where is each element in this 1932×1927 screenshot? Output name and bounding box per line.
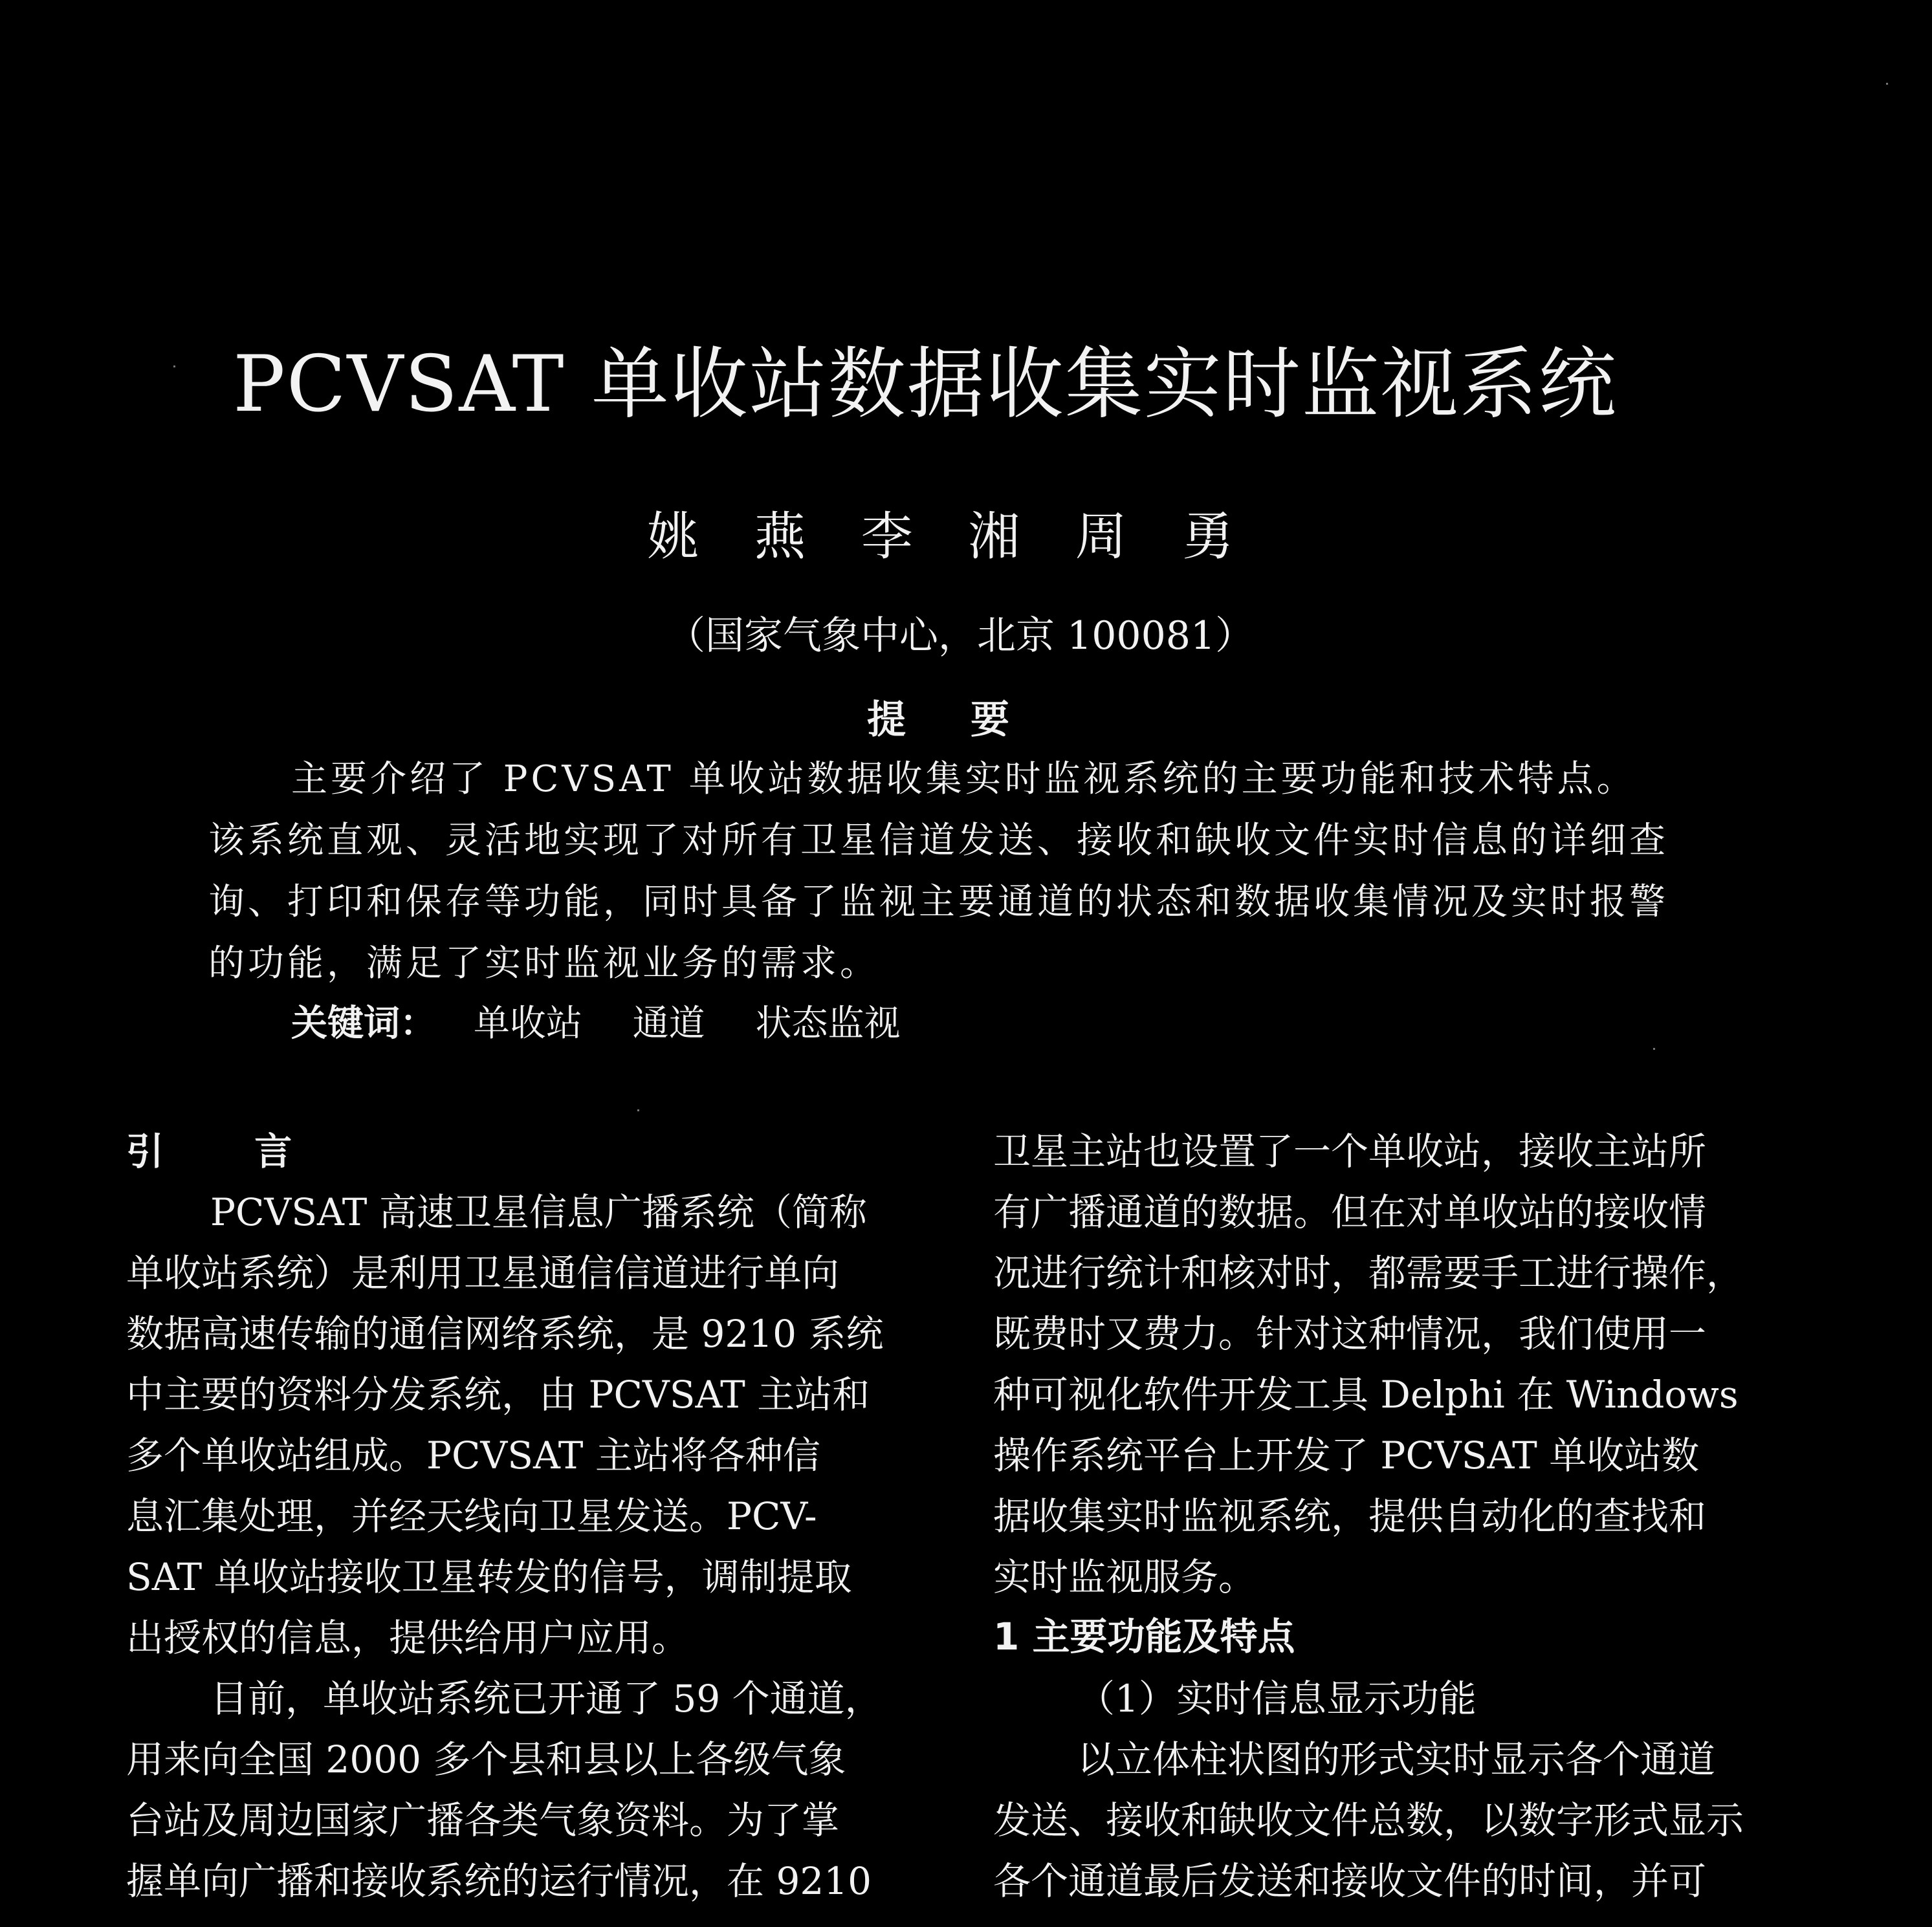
keyword: 状态监视 (755, 1003, 901, 1045)
subsection-heading: （1）实时信息显示功能 (1077, 1677, 1476, 1721)
body-line: 数据高速传输的通信网络系统，是 9210 系统 (126, 1312, 884, 1356)
body-line: 有广播通道的数据。但在对单收站的接收情 (993, 1190, 1707, 1234)
body-line: 单收站系统）是利用卫星通信信道进行单向 (126, 1251, 840, 1295)
body-line: 目前，单收站系统已开通了 59 个通道， (210, 1677, 883, 1721)
keyword: 单收站 (473, 1003, 582, 1045)
section-heading-introduction: 引 言 (126, 1129, 331, 1173)
scan-speck (637, 1109, 639, 1111)
abstract-line: 的功能，满足了实时监视业务的需求。 (208, 942, 879, 985)
paper-title: PCVSAT 单收站数据收集实时监视系统 (233, 340, 1618, 430)
scan-speck (173, 365, 175, 367)
body-line: 台站及周边国家广播各类气象资料。为了掌 (126, 1798, 840, 1842)
scan-speck (1886, 83, 1888, 85)
body-line: 以立体柱状图的形式实时显示各个通道 (1077, 1737, 1716, 1781)
scan-speck (1653, 1048, 1655, 1050)
body-line: 实时监视服务。 (993, 1555, 1257, 1599)
body-line: 既费时又费力。针对这种情况，我们使用一 (993, 1312, 1707, 1356)
body-line: 用来向全国 2000 多个县和县以上各级气象 (126, 1737, 846, 1781)
affiliation: （国家气象中心，北京 100081） (666, 613, 1255, 659)
section-heading-main-functions: 1 主要功能及特点 (993, 1615, 1295, 1659)
keywords-row (291, 995, 939, 1053)
body-line: 据收集实时监视系统，提供自动化的查找和 (993, 1494, 1707, 1538)
body-line: 种可视化软件开发工具 Delphi 在 Windows (993, 1373, 1739, 1417)
abstract-heading: 提要 (867, 697, 1074, 743)
body-line: 各个通道最后发送和接收文件的时间，并可 (993, 1859, 1707, 1903)
body-line: 况进行统计和核对时，都需要手工进行操作， (993, 1251, 1744, 1295)
body-line: 卫星主站也设置了一个单收站，接收主站所 (993, 1129, 1707, 1173)
abstract-line: 主要介绍了 PCVSAT 单收站数据收集实时监视系统的主要功能和技术特点。 (291, 758, 1636, 800)
abstract-line: 该系统直观、灵活地实现了对所有卫星信道发送、接收和缺收文件实时信息的详细查 (208, 820, 1669, 862)
author-list: 姚 燕 李 湘 周 勇 (647, 506, 1235, 567)
body-line: PCVSAT 高速卫星信息广播系统（简称 (210, 1190, 867, 1234)
body-line: 操作系统平台上开发了 PCVSAT 单收站数 (993, 1433, 1700, 1477)
keyword: 通道 (632, 1003, 705, 1045)
keywords-label: 关键词： (291, 1003, 436, 1045)
body-line: 多个单收站组成。PCVSAT 主站将各种信 (126, 1433, 820, 1477)
body-line: 息汇集处理，并经天线向卫星发送。PCV- (126, 1494, 817, 1538)
body-line: 握单向广播和接收系统的运行情况，在 9210 (126, 1859, 872, 1903)
abstract-line: 询、打印和保存等功能，同时具备了监视主要通道的状态和数据收集情况及实时报警 (208, 881, 1669, 923)
body-line: 出授权的信息，提供给用户应用。 (126, 1616, 690, 1660)
body-line: 中主要的资料分发系统，由 PCVSAT 主站和 (126, 1373, 870, 1417)
body-line: SAT 单收站接收卫星转发的信号，调制提取 (126, 1555, 852, 1599)
body-line: 发送、接收和缺收文件总数，以数字形式显示 (993, 1798, 1744, 1842)
